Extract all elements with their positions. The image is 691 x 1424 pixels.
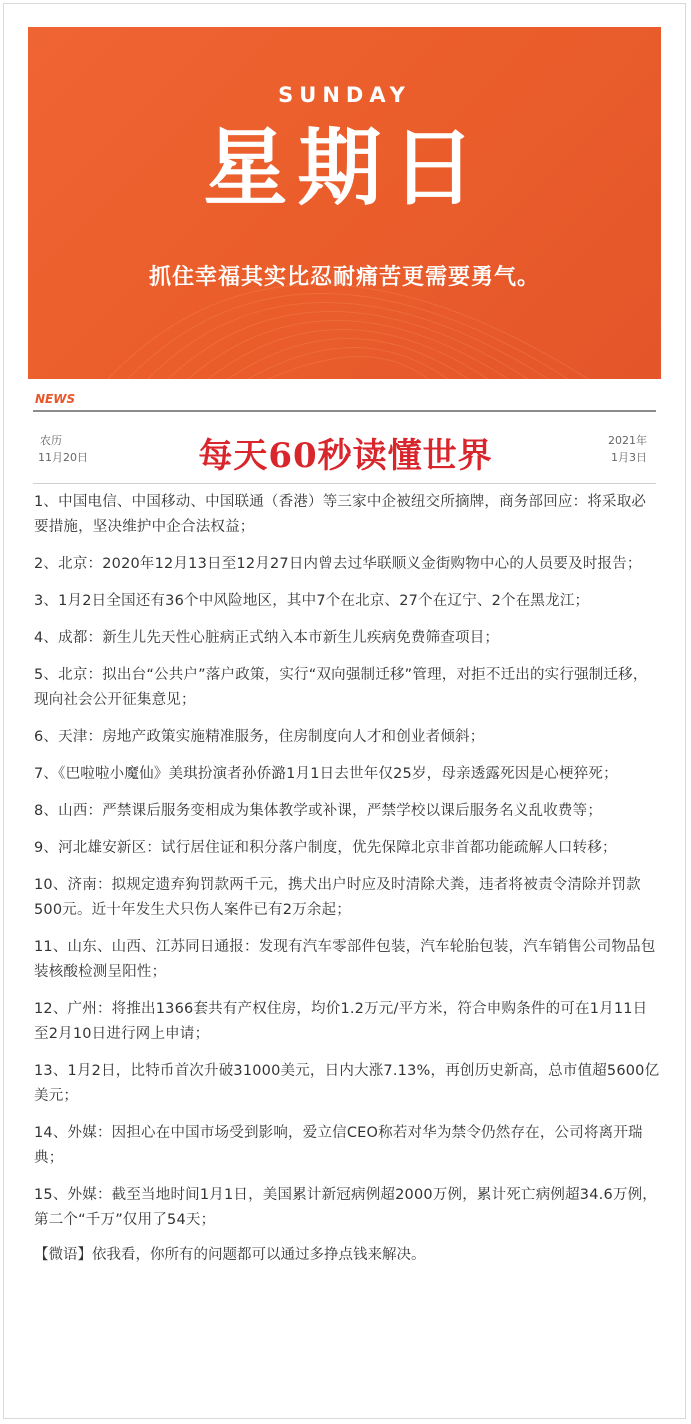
news-item-2: 2、北京：2020年12月13日至12月27日内曾去过华联顺义金街购物中心的人员要及时报告； (34, 556, 642, 572)
lunar-label: 农历 (40, 434, 62, 447)
chinese-day-title: 星期日 (203, 118, 486, 217)
lunar-date: 11月20日 (38, 451, 88, 464)
news-item-15: 15、外媒：截至当地时间1月1日，美国累计新冠病例超2000万例，累计死亡病例超34.6万例，第二个“千万”仅用了54天； (34, 1187, 657, 1228)
news-item-7: 7、《巴啦啦小魔仙》美琪扮演者孙侨潞1月1日去世年仅25岁，母亲透露死因是心梗猝死； (34, 766, 618, 782)
news-item-12: 12、广州：将推出1366套共有产权住房，均价1.2万元/平方米，符合申购条件的可在1月11日至2月10日进行网上申请； (34, 1001, 648, 1042)
english-day: SUNDAY (278, 83, 411, 107)
date: 1月3日 (611, 451, 647, 464)
news-item-8: 8、山西：严禁课后服务变相成为集体教学或补课，严禁学校以课后服务名义乱收费等； (34, 803, 603, 819)
news-item-13: 13、1月2日，比特币首次升破31000美元，日内大涨7.13%，再创历史新高，总市值超5600亿美元； (34, 1063, 660, 1104)
year: 2021年 (608, 434, 647, 447)
news-list (34, 490, 660, 1268)
title-divider (33, 483, 656, 484)
news-item-14: 14、外媒：因担心在中国市场受到影响，爱立信CEO称若对华为禁令仍然存在，公司将离开瑞典； (34, 1125, 643, 1166)
news-item-9: 9、河北雄安新区：试行居住证和积分落户制度，优先保障北京非首都功能疏解人口转移； (34, 840, 617, 856)
news-item-4: 4、成都：新生儿先天性心脏病正式纳入本市新生儿疾病免费筛查项目； (34, 630, 500, 646)
news-item-10: 10、济南：拟规定遗弃狗罚款两千元，携犬出户时应及时清除犬粪，违者将被责令清除并罚款500元。近十年发生犬只伤人案件已有2万余起； (34, 877, 641, 918)
header-divider (33, 410, 656, 412)
daily-quote: 【微语】依我看，你所有的问题都可以通过多挣点钱来解决。 (34, 1247, 426, 1263)
news-item-6: 6、天津：房地产政策实施精准服务，住房制度向人才和创业者倾斜； (34, 729, 485, 745)
banner-slogan: 抓住幸福其实比忍耐痛苦更需要勇气。 (148, 265, 540, 290)
news-item-1: 1、中国电信、中国移动、中国联通（香港）等三家中企被纽交所摘牌，商务部回应：将采取必要措施，坚决维护中企合法权益； (34, 494, 647, 535)
gregorian-date-block (608, 432, 647, 466)
page-title: 每天60秒读懂世界 (198, 436, 493, 476)
news-tag: NEWS (35, 392, 76, 406)
news-item-5: 5、北京：拟出台“公共户”落户政策，实行“双向强制迁移”管理，对拒不迁出的实行强制迁移，现向社会公开征集意见； (34, 667, 648, 708)
sunday-banner (28, 27, 661, 379)
news-item-3: 3、1月2日全国还有36个中风险地区，其中7个在北京、27个在辽宁、2个在黑龙江； (34, 593, 590, 609)
news-item-11: 11、山东、山西、江苏同日通报：发现有汽车零部件包装，汽车轮胎包装，汽车销售公司物品包装核酸检测呈阳性； (34, 939, 656, 980)
